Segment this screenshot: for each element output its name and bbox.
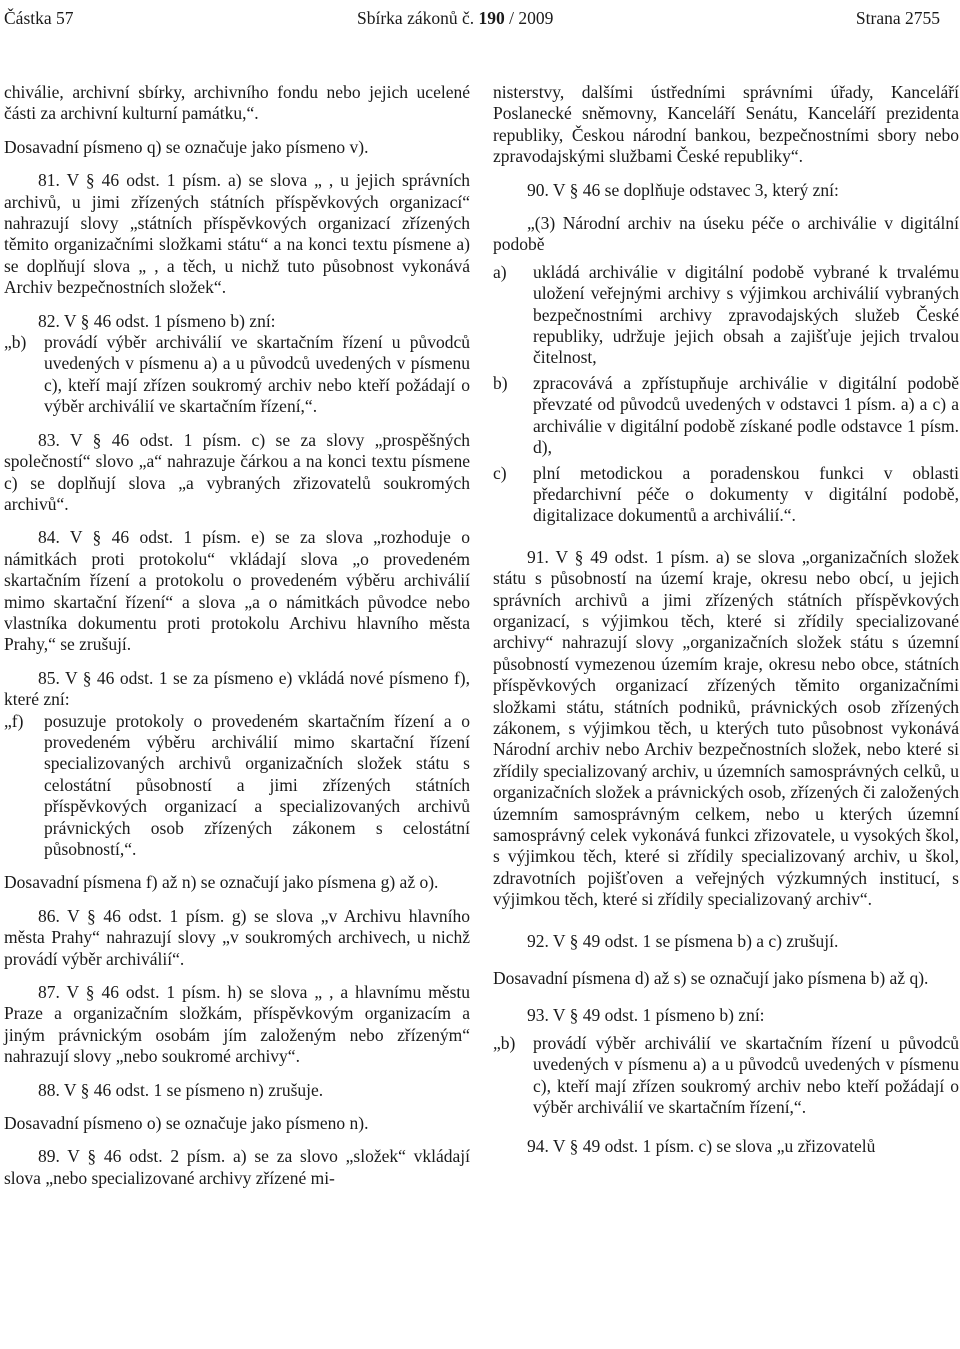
list-item-label: c)	[493, 462, 507, 483]
list-item-text: provádí výběr archiválií ve skartačním řízení u původců uvedených v písmenu a) a u původců uvedených v písmenu c), kteří mají zřízen soukromý archiv nebo kteří požádají o výběr archiválií ve skartačním řízení,“.	[44, 332, 470, 417]
paragraph: nisterstvy, dalšími ústředními správními úřady, Kanceláří Poslanecké sněmovny, Kanceláří Senátu, Kanceláří prezidenta republiky, Českou národní bankou, bezpečnostními sbory nebo zpravodajskými službami České republiky“.	[493, 82, 959, 167]
list-item-c	[493, 463, 959, 527]
amendment-88: 88. V § 46 odst. 1 se písmeno n) zrušuje.	[38, 1079, 324, 1100]
amendment-91: 91. V § 49 odst. 1 písm. a) se slova „organizačních složek státu s působností na území kraje, okresu nebo obcí, u jejich správních archivů a jimi zřízených státních příspěvkových organizací, s výjimkou těch, které si zřídily specializované archivy“ nahrazují slovy „organizačních složek státu s územní působností vymezenou územím kraje, okresu nebo obce, státních příspěvkových organizací zřízených těmito organizačními složkami státu, státních podniků, právnických osob zřízených zákonem, s výjimkou těch, u kterých tuto působnost vykonává Národní archiv nebo Archiv bezpečnostních složek, nebo které si zřídily specializovaný archiv, u územních samosprávných celků, u organizačních složek a právnických osob, zřízených či založených územním samosprávným celkem, nebo u kterých územní samosprávný celek vykonává funkci zřizovatele, u vysokých škol, s výjimkou těch, které si zřídily specializovaný archiv, u škol, zdravotních pojišťoven a veřejných výzkumných institucí, s výjimkou těch, které si zřídily specializovaný archiv“.	[493, 546, 959, 910]
list-item-label: a)	[493, 261, 507, 282]
amendment-81: 81. V § 46 odst. 1 písm. a) se slova „ , u jejich správních archivů, u jimi zřízených státních příspěvkových organizací“ nahrazují slovy „státních příspěvkových organizací zřízených těmito organizačními složkami státu“ a na konci textu písmene a) se doplňují slova „ , a těch, u nichž tuto působnost vykonává Archiv bezpečnostních složek“.	[4, 170, 470, 298]
list-item-label: „b)	[4, 332, 27, 353]
list-item-text: zpracovává a zpřístupňuje archiválie v digitální podobě převzaté od původců uvedených v odstavci 1 písm. a) a c) a archiválie v digitální podobě získané podle odstavce 1 písm. d),	[533, 372, 959, 458]
paragraph: Dosavadní písmeno q) se označuje jako písmeno v).	[4, 136, 369, 157]
list-item-b	[493, 373, 959, 459]
list-item-label: b)	[493, 372, 508, 393]
paragraph: „(3) Národní archiv na úseku péče o archiválie v digitální podobě	[493, 213, 959, 255]
amendment-82: 82. V § 46 odst. 1 písmeno b) zní:	[38, 310, 276, 331]
issue-number: Částka 57	[4, 8, 74, 28]
list-item-text: provádí výběr archiválií ve skartačním řízení u původců uvedených v písmenu a) a u původců uvedených v písmenu c), kteří mají zřízen soukromý archiv nebo kteří požádají o výběr archiválií ve skartačním řízení,“.	[533, 1032, 959, 1118]
collection-year: / 2009	[509, 8, 554, 28]
amendment-86: 86. V § 46 odst. 1 písm. g) se slova „v Archivu hlavního města Prahy“ nahrazují slovy „v soukromých archivech, u nichž provádí výběr archiválií“.	[4, 905, 470, 969]
list-item-f	[4, 711, 470, 861]
list-item-b	[4, 332, 470, 418]
page-header	[0, 0, 960, 40]
paragraph: Dosavadní písmena f) až n) se označují jako písmena g) až o).	[4, 872, 439, 893]
amendment-93: 93. V § 49 odst. 1 písmeno b) zní:	[527, 1005, 765, 1026]
list-item-text: posuzuje protokoly o provedeném skartačním řízení a o provedeném výběru archiválií mimo skartační řízení specializovaných archivů organizačních složek státu s celostátní působností a jimi zřízených státních příspěvkových organizací a specializovaných archivů právnických osob zřízených zákonem s celostátní působností,“.	[44, 710, 470, 859]
list-item-a	[493, 262, 959, 369]
list-item-label: „b)	[493, 1032, 516, 1053]
page-number: Strana 2755	[855, 8, 940, 28]
paragraph: Dosavadní písmena d) až s) se označují jako písmena b) až q).	[493, 968, 929, 989]
list-item-text: plní metodickou a poradenskou funkci v oblasti předarchivní péče o dokumenty v digitální podobě, digitalizace dokumentů a archiválií.“.	[533, 462, 959, 526]
collection-title	[357, 8, 553, 29]
paragraph: chiválie, archivní sbírky, archivního fondu nebo jejich ucelené části za archivní kulturní památku,“.	[4, 82, 470, 124]
amendment-90: 90. V § 46 se doplňuje odstavec 3, který zní:	[527, 179, 839, 200]
amendment-85: 85. V § 46 odst. 1 se za písmeno e) vkládá nové písmeno f), které zní:	[4, 667, 470, 710]
amendment-92: 92. V § 49 odst. 1 se písmena b) a c) zrušují.	[527, 930, 839, 951]
list-item-text: ukládá archiválie v digitální podobě vybrané k trvalému uložení veřejnými archivy s výjimkou archiválií vybraných bezpečnostními archivy zpravodajských služeb České republiky, udržuje jejich obsah a zajišťuje jejich trvalou čitelnost,	[533, 261, 959, 368]
amendment-87: 87. V § 46 odst. 1 písm. h) se slova „ , a hlavnímu městu Praze a organizačním složkám, příspěvkovým organizacím a jiným právnickým osobám jím založeným nebo zřízeným“ nahrazují slovy „nebo soukromé archivy“.	[4, 982, 470, 1067]
amendment-94: 94. V § 49 odst. 1 písm. c) se slova „u zřizovatelů	[527, 1136, 876, 1157]
list-item-label: „f)	[4, 710, 24, 731]
left-column	[4, 82, 470, 1201]
amendment-84: 84. V § 46 odst. 1 písm. e) se za slova „rozhoduje o námitkách proti protokolu“ vkládají slova „o provedeném skartačním řízení a protokolu o provedeném výběru archiválií mimo skartační řízení“ a slova „a o námitkách původce nebo vlastníka dokumentu proti protokolu Archivu hlavního města Prahy,“ se zrušují.	[4, 527, 470, 655]
collection-prefix: Sbírka zákonů č.	[357, 8, 475, 28]
amendment-89: 89. V § 46 odst. 2 písm. a) se za slovo „složek“ vkládají slova „nebo specializované archivy zřízené mi-	[4, 1146, 470, 1188]
law-number: 190	[478, 8, 505, 28]
right-column	[493, 82, 959, 1170]
paragraph: Dosavadní písmeno o) se označuje jako písmeno n).	[4, 1113, 369, 1134]
amendment-83: 83. V § 46 odst. 1 písm. c) se za slovy „prospěšných společností“ slovo „a“ nahrazuje čárkou a na konci textu písmene c) se doplňují slova „a vybraných zřizovatelů soukromých archivů“.	[4, 429, 470, 514]
list-item-b	[493, 1033, 959, 1119]
